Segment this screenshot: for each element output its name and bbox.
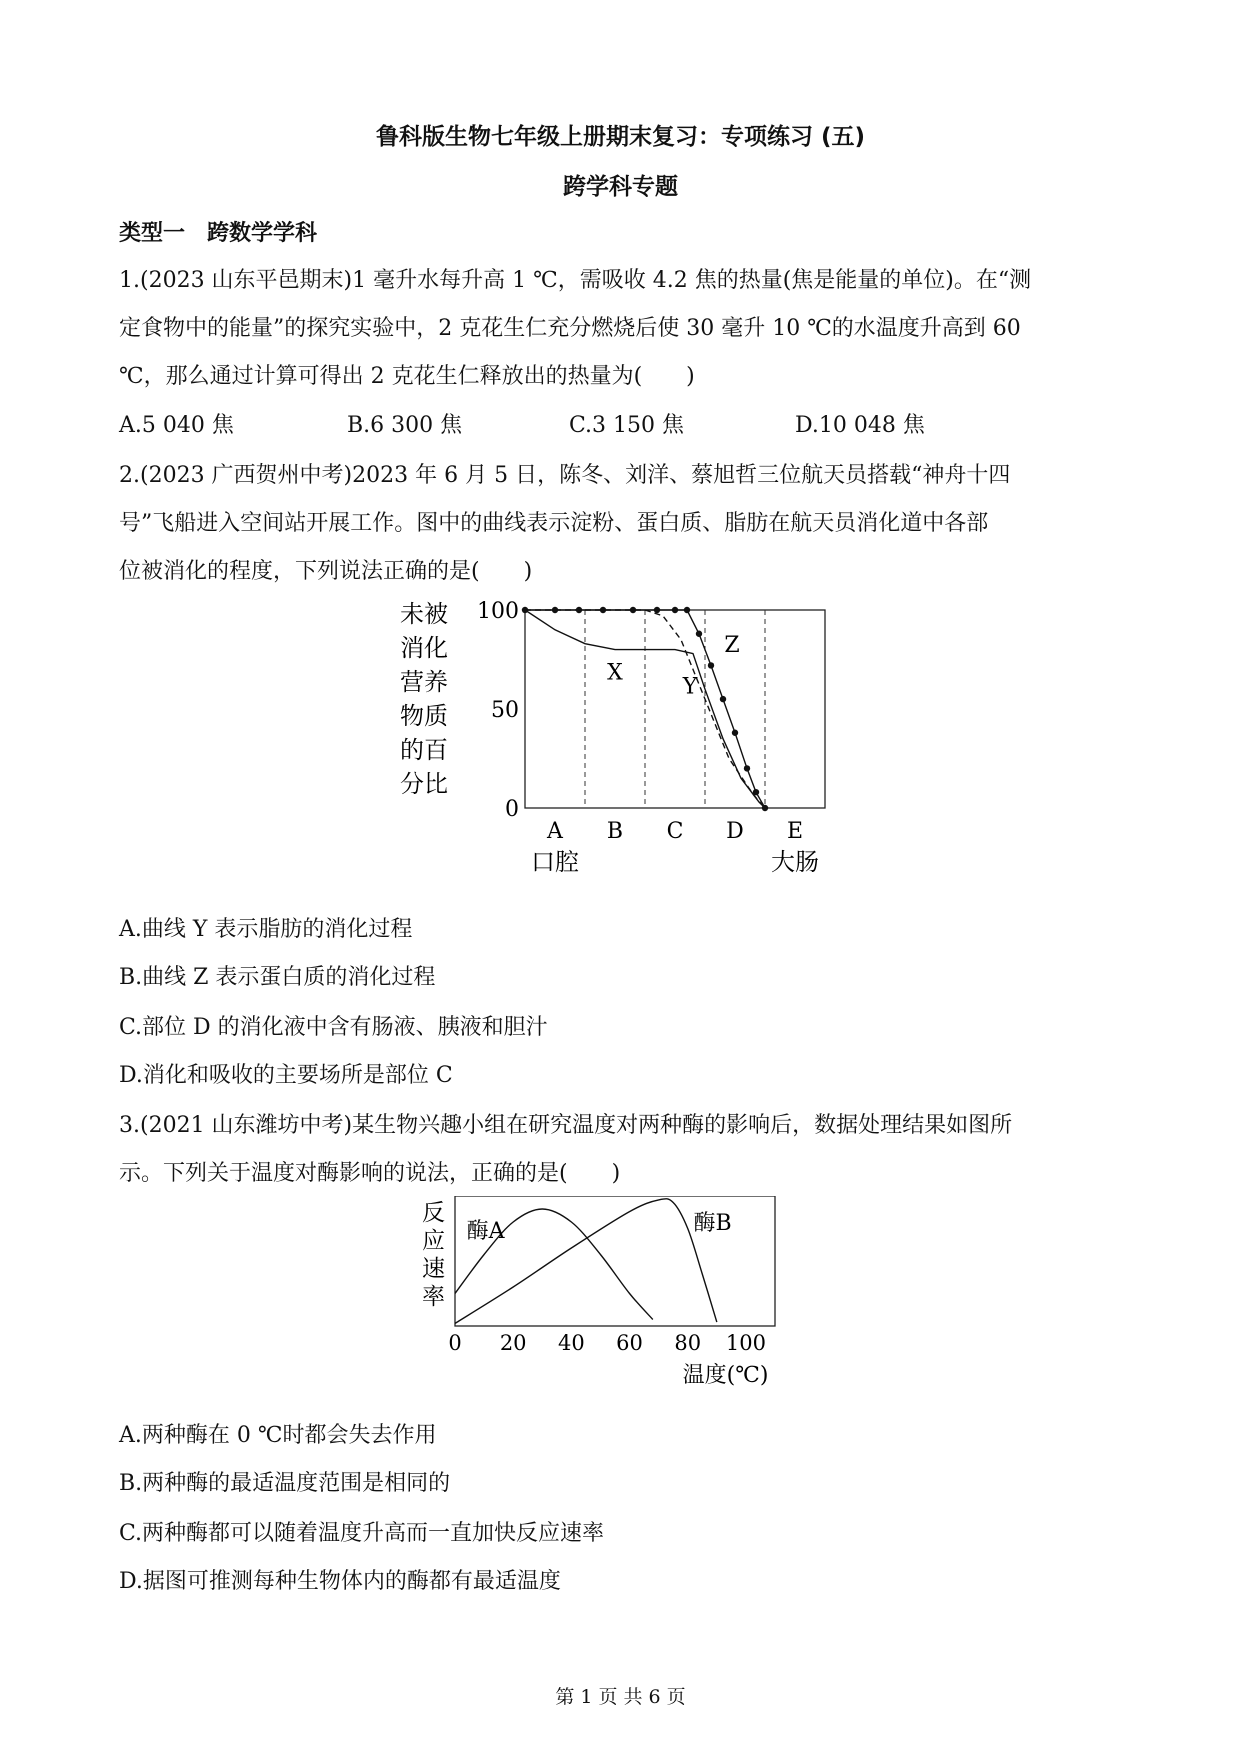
series-Z-point	[696, 631, 702, 637]
y-tick-0: 0	[505, 797, 519, 822]
q3-line-1: 3.(2021 山东潍坊中考)某生物兴趣小组在研究温度对两种酶的影响后，数据处理结果如图所	[119, 1113, 1013, 1138]
series-Z-point	[753, 789, 759, 795]
q3-option-a[interactable]: A.两种酶在 0 ℃时都会失去作用	[119, 1423, 437, 1448]
x-category-E: E	[786, 819, 804, 844]
q3-option-d[interactable]: D.据图可推测每种生物体内的酶都有最适温度	[119, 1569, 561, 1594]
q1-option-d[interactable]: D.10 048 焦	[795, 413, 925, 438]
q2-line-2: 号”飞船进入空间站开展工作。图中的曲线表示淀粉、蛋白质、脂肪在航天员消化道中各部	[119, 511, 989, 536]
page-subtitle: 跨学科专题	[563, 174, 678, 200]
y-axis-label-2: 应	[422, 1228, 445, 1254]
y-axis-label-3: 营养	[400, 668, 448, 696]
x-tick-40: 40	[557, 1331, 585, 1355]
q1-line-3: ℃，那么通过计算可得出 2 克花生仁释放出的热量为( )	[119, 364, 695, 389]
q2-line-3: 位被消化的程度，下列说法正确的是( )	[119, 559, 533, 584]
curve-label-Y: Y	[682, 674, 698, 700]
series-Z-point	[630, 607, 636, 613]
y-axis-label-6: 分比	[400, 770, 448, 798]
x-category-C: C	[666, 819, 684, 844]
x-tick-100: 100	[725, 1331, 766, 1355]
series-Z-point	[576, 607, 582, 613]
y-tick-50: 50	[491, 698, 519, 723]
series-Z-point	[708, 662, 714, 668]
series-Z-point	[672, 607, 678, 613]
q3-line-2: 示。下列关于温度对酶影响的说法，正确的是( )	[119, 1161, 621, 1186]
x-category-note-A: 口腔	[531, 848, 579, 876]
digestion-chart-plot	[400, 599, 825, 876]
curve-label-X: X	[607, 660, 623, 686]
series-Z-point	[684, 607, 690, 613]
y-axis-label-2: 消化	[400, 634, 448, 662]
y-axis-label-4: 率	[422, 1284, 445, 1310]
plot-frame	[525, 610, 825, 808]
x-tick-20: 20	[499, 1331, 527, 1355]
y-axis-label-1: 未被	[400, 600, 448, 628]
q2-option-c[interactable]: C.部位 D 的消化液中含有肠液、胰液和胆汁	[119, 1015, 548, 1040]
x-category-A: A	[547, 819, 563, 844]
x-axis-label: 温度(℃)	[682, 1363, 769, 1388]
q1-option-a[interactable]: A.5 040 焦	[119, 413, 234, 438]
series-Z-point	[720, 696, 726, 702]
q1-option-c[interactable]: C.3 150 焦	[569, 413, 685, 438]
q1-line-2: 定食物中的能量”的探究实验中，2 克花生仁充分燃烧后使 30 毫升 10 ℃的水温度升高到 60	[119, 316, 1021, 341]
series-Z-point	[600, 607, 606, 613]
series-Z-point	[522, 607, 528, 613]
curve-label-enzyme-A: 酶A	[466, 1219, 505, 1244]
enzyme-chart	[420, 1196, 830, 1396]
page-footer: 第 1 页 共 6 页	[555, 1686, 686, 1708]
enzyme-chart-plot	[422, 1196, 775, 1388]
x-category-B: B	[606, 819, 624, 844]
y-axis-label-4: 物质	[400, 702, 448, 730]
y-axis-label-1: 反	[422, 1200, 445, 1226]
x-category-note-E: 大肠	[771, 848, 819, 876]
series-Z-point	[654, 607, 660, 613]
curve-label-enzyme-B: 酶B	[693, 1211, 732, 1236]
series-Z-point	[552, 607, 558, 613]
q1-line-1: 1.(2023 山东平邑期末)1 毫升水每升高 1 ℃，需吸收 4.2 焦的热量(焦是能量的单位)。在“测	[119, 268, 1032, 293]
series-Z-point	[744, 765, 750, 771]
x-tick-0: 0	[448, 1331, 462, 1355]
x-tick-60: 60	[616, 1331, 643, 1355]
y-axis-label-3: 速	[422, 1256, 445, 1282]
series-酶B-line	[455, 1199, 717, 1324]
curve-label-Z: Z	[724, 633, 740, 658]
q2-option-b[interactable]: B.曲线 Z 表示蛋白质的消化过程	[119, 965, 436, 990]
q3-option-b[interactable]: B.两种酶的最适温度范围是相同的	[119, 1471, 451, 1496]
digestion-chart	[400, 598, 840, 878]
q1-option-b[interactable]: B.6 300 焦	[347, 413, 463, 438]
page-title: 鲁科版生物七年级上册期末复习：专项练习 (五)	[375, 124, 866, 150]
y-tick-100: 100	[477, 599, 519, 624]
series-Z-point	[762, 805, 768, 811]
q2-option-a[interactable]: A.曲线 Y 表示脂肪的消化过程	[119, 917, 413, 942]
series-Z-point	[732, 730, 738, 736]
x-category-D: D	[726, 819, 744, 844]
y-axis-label-5: 的百	[400, 736, 448, 764]
section-heading: 类型一 跨数学学科	[119, 221, 318, 246]
q2-option-d[interactable]: D.消化和吸收的主要场所是部位 C	[119, 1063, 453, 1088]
x-tick-80: 80	[674, 1331, 702, 1355]
q3-option-c[interactable]: C.两种酶都可以随着温度升高而一直加快反应速率	[119, 1521, 605, 1546]
q2-line-1: 2.(2023 广西贺州中考)2023 年 6 月 5 日，陈冬、刘洋、蔡旭哲三位航天员搭载“神舟十四	[119, 463, 1011, 488]
